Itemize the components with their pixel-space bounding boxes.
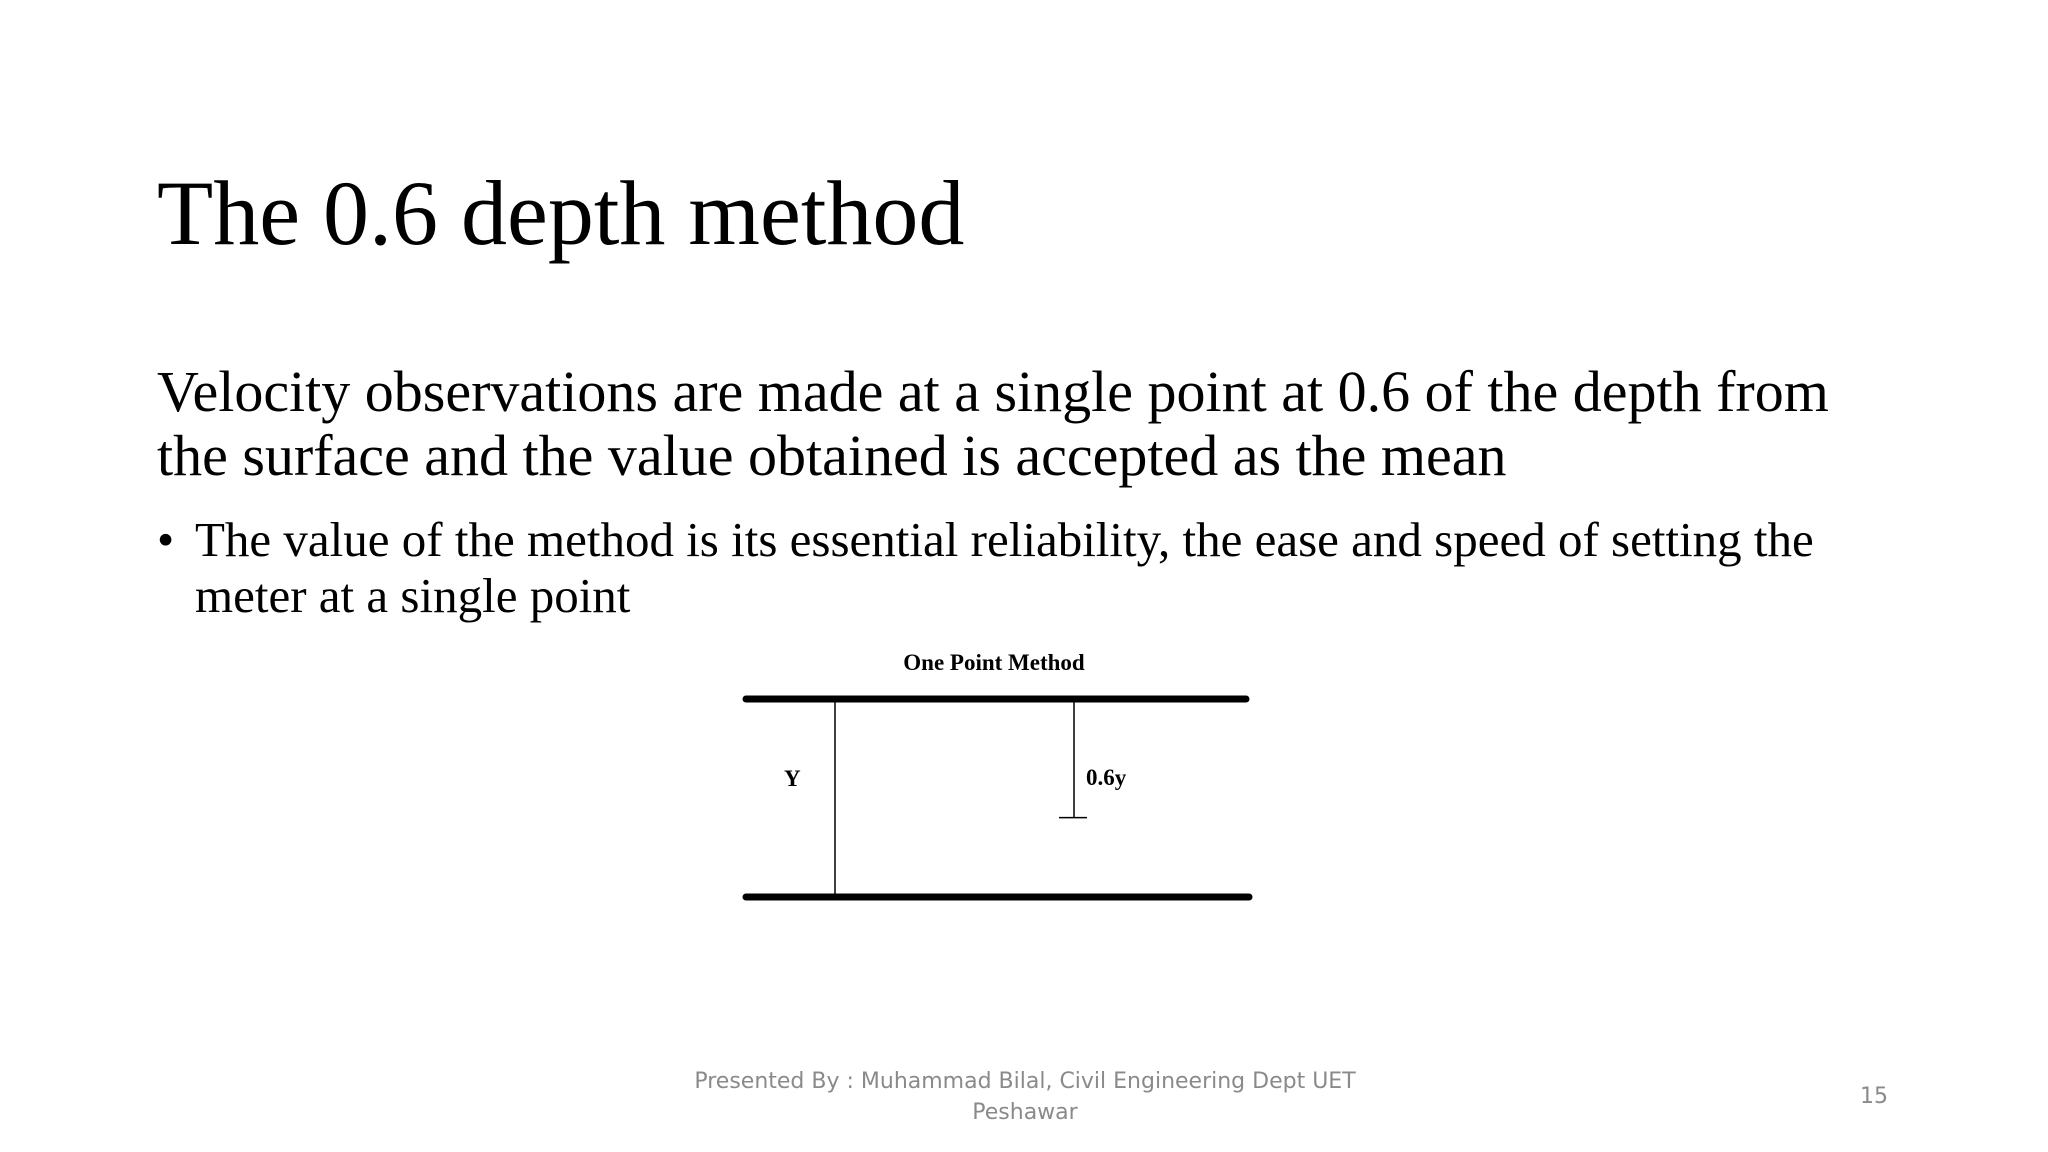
slide-title: The 0.6 depth method (157, 162, 965, 264)
diagram-title: One Point Method (903, 650, 1085, 675)
bullet-item (157, 512, 1935, 624)
diagram-svg (730, 640, 1270, 910)
footer-presenter: Presented By : Muhammad Bilal, Civil Engineering Dept UET Peshawar (694, 1069, 1356, 1125)
bullet-text: The value of the method is its essential reliability, the ease and speed of setting the meter at a single point (195, 512, 1814, 623)
bullet-icon: • (157, 512, 175, 567)
one-point-method-diagram (730, 640, 1270, 910)
depth-label: Y (784, 766, 801, 791)
body-paragraph: Velocity observations are made at a single point at 0.6 of the depth from the surface and the value obtained is accepted as the mean (157, 359, 1829, 488)
page-number: 15 (1860, 1084, 1888, 1109)
measure-label: 0.6y (1086, 765, 1127, 790)
